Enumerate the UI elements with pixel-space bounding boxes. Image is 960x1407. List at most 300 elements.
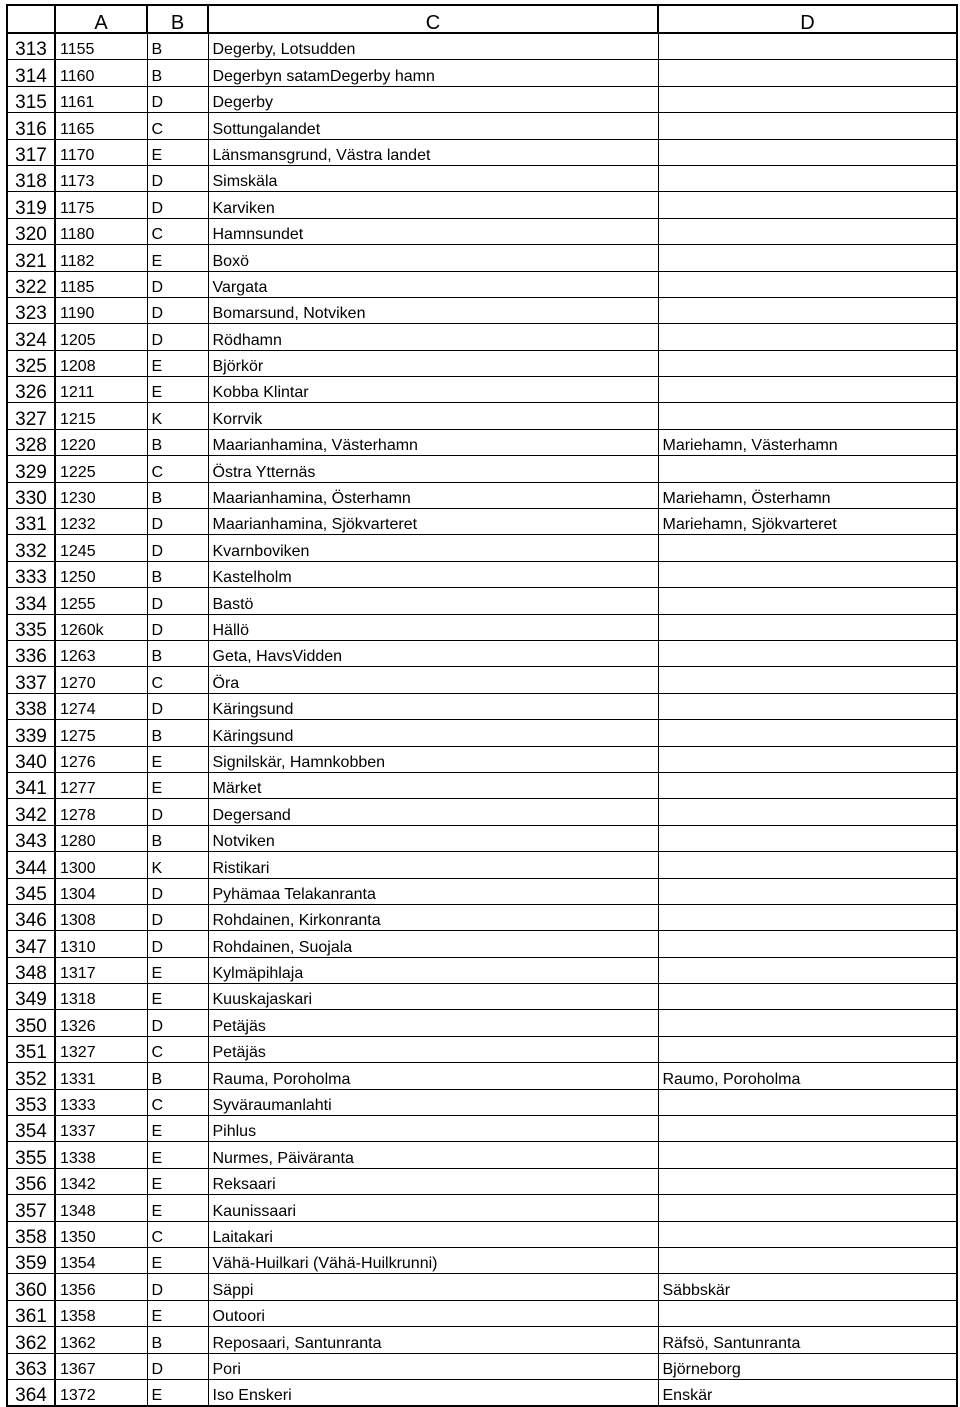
cell-d[interactable] [658, 1116, 957, 1142]
row-number-header[interactable]: 333 [7, 561, 55, 587]
column-header-c[interactable]: C [208, 5, 658, 33]
cell-b[interactable]: D [147, 324, 208, 350]
cell-d[interactable] [658, 1168, 957, 1194]
row-number-header[interactable]: 363 [7, 1353, 55, 1379]
cell-b[interactable]: E [147, 984, 208, 1010]
cell-b[interactable]: D [147, 1274, 208, 1300]
row-number-header[interactable]: 356 [7, 1168, 55, 1194]
row-number-header[interactable]: 326 [7, 377, 55, 403]
cell-c[interactable]: Kvarnboviken [208, 535, 658, 561]
cell-a[interactable]: 1161 [55, 86, 147, 112]
cell-c[interactable]: Rohdainen, Suojala [208, 931, 658, 957]
cell-a[interactable]: 1327 [55, 1036, 147, 1062]
table-row [7, 482, 957, 508]
table-row [7, 192, 957, 218]
cell-c[interactable]: Maarianhamina, Västerhamn [208, 429, 658, 455]
table-row [7, 1327, 957, 1353]
cell-c[interactable]: Notviken [208, 825, 658, 851]
cell-b[interactable]: E [147, 377, 208, 403]
cell-a[interactable]: 1372 [55, 1379, 147, 1406]
table-row [7, 113, 957, 139]
cell-c[interactable]: Degersand [208, 799, 658, 825]
row-number-header[interactable]: 322 [7, 271, 55, 297]
cell-d[interactable] [658, 1036, 957, 1062]
cell-a[interactable]: 1205 [55, 324, 147, 350]
cell-c[interactable]: Länsmansgrund, Västra landet [208, 139, 658, 165]
cell-d[interactable] [658, 1247, 957, 1273]
table-row [7, 931, 957, 957]
cell-a[interactable]: 1337 [55, 1116, 147, 1142]
cell-b[interactable]: E [147, 350, 208, 376]
row-number-header[interactable]: 355 [7, 1142, 55, 1168]
cell-a[interactable]: 1342 [55, 1168, 147, 1194]
table-row [7, 1142, 957, 1168]
cell-d[interactable] [658, 1089, 957, 1115]
cell-a[interactable]: 1263 [55, 640, 147, 666]
cell-d[interactable] [658, 1195, 957, 1221]
cell-a[interactable]: 1354 [55, 1247, 147, 1273]
cell-a[interactable]: 1190 [55, 297, 147, 323]
cell-a[interactable]: 1318 [55, 984, 147, 1010]
cell-a[interactable]: 1208 [55, 350, 147, 376]
cell-a[interactable]: 1348 [55, 1195, 147, 1221]
row-number-header[interactable]: 329 [7, 456, 55, 482]
row-number-header[interactable]: 323 [7, 297, 55, 323]
cell-a[interactable]: 1278 [55, 799, 147, 825]
cell-d[interactable] [658, 113, 957, 139]
cell-c[interactable]: Outoori [208, 1300, 658, 1326]
cell-a[interactable]: 1362 [55, 1327, 147, 1353]
cell-b[interactable]: D [147, 86, 208, 112]
cell-c[interactable]: Reposaari, Santunranta [208, 1327, 658, 1353]
cell-a[interactable]: 1165 [55, 113, 147, 139]
cell-b[interactable]: D [147, 271, 208, 297]
cell-d[interactable] [658, 878, 957, 904]
table-row [7, 86, 957, 112]
cell-c[interactable]: Laitakari [208, 1221, 658, 1247]
cell-c[interactable]: Korrvik [208, 403, 658, 429]
table-row [7, 1195, 957, 1221]
table-row [7, 1300, 957, 1326]
cell-d[interactable]: Mariehamn, Sjökvarteret [658, 509, 957, 535]
cell-b[interactable]: B [147, 825, 208, 851]
table-row [7, 509, 957, 535]
cell-c[interactable]: Syväraumanlahti [208, 1089, 658, 1115]
cell-d[interactable] [658, 297, 957, 323]
cell-a[interactable]: 1182 [55, 245, 147, 271]
cell-a[interactable]: 1170 [55, 139, 147, 165]
cell-a[interactable]: 1367 [55, 1353, 147, 1379]
row-number-header[interactable]: 324 [7, 324, 55, 350]
cell-a[interactable]: 1225 [55, 456, 147, 482]
cell-c[interactable]: Rauma, Poroholma [208, 1063, 658, 1089]
cell-d[interactable] [658, 271, 957, 297]
cell-b[interactable]: D [147, 693, 208, 719]
row-number-header[interactable]: 337 [7, 667, 55, 693]
cell-a[interactable]: 1310 [55, 931, 147, 957]
row-number-header[interactable]: 320 [7, 218, 55, 244]
table-row [7, 799, 957, 825]
row-number-header[interactable]: 343 [7, 825, 55, 851]
table-row [7, 1168, 957, 1194]
cell-d[interactable] [658, 245, 957, 271]
cell-a[interactable]: 1175 [55, 192, 147, 218]
table-row [7, 350, 957, 376]
cell-c[interactable]: Käringsund [208, 693, 658, 719]
cell-a[interactable]: 1358 [55, 1300, 147, 1326]
cell-b[interactable]: D [147, 878, 208, 904]
cell-a[interactable]: 1155 [55, 33, 147, 60]
cell-d[interactable] [658, 218, 957, 244]
cell-b[interactable]: E [147, 139, 208, 165]
cell-d[interactable] [658, 60, 957, 86]
table-row [7, 772, 957, 798]
cell-c[interactable]: Petäjäs [208, 1036, 658, 1062]
cell-a[interactable]: 1245 [55, 535, 147, 561]
cell-b[interactable]: C [147, 113, 208, 139]
row-number-header[interactable]: 352 [7, 1063, 55, 1089]
cell-b[interactable]: B [147, 1063, 208, 1089]
cell-b[interactable]: E [147, 1379, 208, 1406]
row-number-header[interactable]: 318 [7, 165, 55, 191]
cell-b[interactable]: B [147, 1327, 208, 1353]
column-header-b[interactable]: B [147, 5, 208, 33]
cell-c[interactable]: Boxö [208, 245, 658, 271]
row-number-header[interactable]: 349 [7, 984, 55, 1010]
cell-c[interactable]: Maarianhamina, Sjökvarteret [208, 509, 658, 535]
row-number-header[interactable]: 328 [7, 429, 55, 455]
cell-d[interactable] [658, 1010, 957, 1036]
row-number-header[interactable]: 325 [7, 350, 55, 376]
cell-d[interactable] [658, 324, 957, 350]
cell-c[interactable]: Iso Enskeri [208, 1379, 658, 1406]
cell-b[interactable]: C [147, 1221, 208, 1247]
cell-b[interactable]: E [147, 245, 208, 271]
cell-b[interactable]: K [147, 403, 208, 429]
cell-d[interactable] [658, 772, 957, 798]
cell-b[interactable]: E [147, 772, 208, 798]
table-row [7, 297, 957, 323]
row-number-header[interactable]: 321 [7, 245, 55, 271]
cell-b[interactable]: B [147, 640, 208, 666]
cell-d[interactable] [658, 957, 957, 983]
cell-b[interactable]: D [147, 1010, 208, 1036]
cell-c[interactable]: Vargata [208, 271, 658, 297]
cell-b[interactable]: B [147, 60, 208, 86]
cell-c[interactable]: Kuuskajaskari [208, 984, 658, 1010]
row-number-header[interactable]: 353 [7, 1089, 55, 1115]
cell-c[interactable]: Petäjäs [208, 1010, 658, 1036]
cell-a[interactable]: 1317 [55, 957, 147, 983]
cell-a[interactable]: 1215 [55, 403, 147, 429]
select-all-corner[interactable] [7, 5, 55, 33]
cell-b[interactable]: K [147, 852, 208, 878]
row-number-header[interactable]: 357 [7, 1195, 55, 1221]
table-row [7, 1221, 957, 1247]
row-number-header[interactable]: 340 [7, 746, 55, 772]
cell-d[interactable] [658, 667, 957, 693]
cell-c[interactable]: Käringsund [208, 720, 658, 746]
row-number-header[interactable]: 339 [7, 720, 55, 746]
cell-a[interactable]: 1160 [55, 60, 147, 86]
cell-c[interactable]: Hamnsundet [208, 218, 658, 244]
cell-d[interactable] [658, 561, 957, 587]
cell-c[interactable]: Öra [208, 667, 658, 693]
row-number-header[interactable]: 358 [7, 1221, 55, 1247]
cell-c[interactable]: Hällö [208, 614, 658, 640]
row-number-header[interactable]: 351 [7, 1036, 55, 1062]
cell-d[interactable] [658, 165, 957, 191]
cell-b[interactable]: E [147, 1247, 208, 1273]
row-number-header[interactable]: 331 [7, 509, 55, 535]
cell-a[interactable]: 1250 [55, 561, 147, 587]
row-number-header[interactable]: 332 [7, 535, 55, 561]
cell-d[interactable] [658, 746, 957, 772]
table-row [7, 271, 957, 297]
cell-b[interactable]: D [147, 1353, 208, 1379]
cell-d[interactable]: Mariehamn, Västerhamn [658, 429, 957, 455]
cell-b[interactable]: E [147, 957, 208, 983]
row-number-header[interactable]: 364 [7, 1379, 55, 1406]
cell-b[interactable]: D [147, 588, 208, 614]
cell-b[interactable]: D [147, 192, 208, 218]
cell-b[interactable]: D [147, 904, 208, 930]
table-row [7, 640, 957, 666]
cell-c[interactable]: Pyhämaa Telakanranta [208, 878, 658, 904]
cell-d[interactable] [658, 350, 957, 376]
cell-d[interactable] [658, 1142, 957, 1168]
cell-c[interactable]: Degerby, Lotsudden [208, 33, 658, 60]
table-row [7, 984, 957, 1010]
cell-a[interactable]: 1255 [55, 588, 147, 614]
cell-b[interactable]: E [147, 1300, 208, 1326]
row-number-header[interactable]: 348 [7, 957, 55, 983]
cell-b[interactable]: D [147, 509, 208, 535]
row-number-header[interactable]: 359 [7, 1247, 55, 1273]
cell-a[interactable]: 1180 [55, 218, 147, 244]
row-number-header[interactable]: 344 [7, 852, 55, 878]
row-number-header[interactable]: 362 [7, 1327, 55, 1353]
cell-c[interactable]: Simskäla [208, 165, 658, 191]
table-row [7, 324, 957, 350]
cell-a[interactable]: 1232 [55, 509, 147, 535]
cell-d[interactable]: Säbbskär [658, 1274, 957, 1300]
cell-c[interactable]: Kastelholm [208, 561, 658, 587]
cell-b[interactable]: C [147, 1036, 208, 1062]
cell-b[interactable]: D [147, 614, 208, 640]
cell-a[interactable]: 1338 [55, 1142, 147, 1168]
cell-b[interactable]: E [147, 1142, 208, 1168]
cell-d[interactable]: Mariehamn, Österhamn [658, 482, 957, 508]
cell-d[interactable] [658, 904, 957, 930]
table-row [7, 165, 957, 191]
cell-c[interactable]: Nurmes, Päiväranta [208, 1142, 658, 1168]
cell-d[interactable]: Björneborg [658, 1353, 957, 1379]
table-row [7, 852, 957, 878]
row-number-header[interactable]: 313 [7, 33, 55, 60]
cell-c[interactable]: Degerbyn satamDegerby hamn [208, 60, 658, 86]
table-row [7, 218, 957, 244]
cell-a[interactable]: 1333 [55, 1089, 147, 1115]
cell-a[interactable]: 1326 [55, 1010, 147, 1036]
cell-c[interactable]: Märket [208, 772, 658, 798]
table-row [7, 60, 957, 86]
cell-d[interactable] [658, 456, 957, 482]
row-number-header[interactable]: 350 [7, 1010, 55, 1036]
cell-b[interactable]: C [147, 1089, 208, 1115]
table-row [7, 139, 957, 165]
cell-d[interactable] [658, 1300, 957, 1326]
cell-c[interactable]: Geta, HavsVidden [208, 640, 658, 666]
cell-c[interactable]: Vähä-Huilkari (Vähä-Huilkrunni) [208, 1247, 658, 1273]
cell-d[interactable] [658, 33, 957, 60]
cell-d[interactable] [658, 693, 957, 719]
row-number-header[interactable]: 319 [7, 192, 55, 218]
row-number-header[interactable]: 315 [7, 86, 55, 112]
cell-b[interactable]: E [147, 1168, 208, 1194]
table-row [7, 429, 957, 455]
table-row [7, 667, 957, 693]
cell-c[interactable]: Rohdainen, Kirkonranta [208, 904, 658, 930]
cell-d[interactable] [658, 139, 957, 165]
cell-c[interactable]: Signilskär, Hamnkobben [208, 746, 658, 772]
cell-b[interactable]: B [147, 429, 208, 455]
cell-b[interactable]: B [147, 33, 208, 60]
cell-b[interactable]: B [147, 720, 208, 746]
cell-d[interactable] [658, 535, 957, 561]
column-header-d[interactable]: D [658, 5, 957, 33]
cell-c[interactable]: Östra Ytternäs [208, 456, 658, 482]
row-number-header[interactable]: 330 [7, 482, 55, 508]
cell-a[interactable]: 1308 [55, 904, 147, 930]
table-row [7, 1274, 957, 1300]
cell-c[interactable]: Sottungalandet [208, 113, 658, 139]
row-number-header[interactable]: 345 [7, 878, 55, 904]
row-number-header[interactable]: 360 [7, 1274, 55, 1300]
cell-c[interactable]: Rödhamn [208, 324, 658, 350]
row-number-header[interactable]: 346 [7, 904, 55, 930]
row-number-header[interactable]: 354 [7, 1116, 55, 1142]
cell-d[interactable] [658, 852, 957, 878]
column-header-a[interactable]: A [55, 5, 147, 33]
cell-b[interactable]: D [147, 297, 208, 323]
cell-c[interactable]: Kobba Klintar [208, 377, 658, 403]
cell-a[interactable]: 1185 [55, 271, 147, 297]
cell-a[interactable]: 1300 [55, 852, 147, 878]
row-number-header[interactable]: 341 [7, 772, 55, 798]
cell-a[interactable]: 1276 [55, 746, 147, 772]
cell-d[interactable] [658, 1221, 957, 1247]
cell-a[interactable]: 1274 [55, 693, 147, 719]
cell-b[interactable]: C [147, 456, 208, 482]
cell-a[interactable]: 1173 [55, 165, 147, 191]
cell-b[interactable]: D [147, 931, 208, 957]
table-row [7, 878, 957, 904]
cell-b[interactable]: C [147, 667, 208, 693]
cell-b[interactable]: B [147, 482, 208, 508]
cell-a[interactable]: 1211 [55, 377, 147, 403]
cell-b[interactable]: D [147, 165, 208, 191]
cell-c[interactable]: Bomarsund, Notviken [208, 297, 658, 323]
cell-b[interactable]: D [147, 799, 208, 825]
cell-c[interactable]: Pihlus [208, 1116, 658, 1142]
row-number-header[interactable]: 342 [7, 799, 55, 825]
cell-a[interactable]: 1277 [55, 772, 147, 798]
cell-d[interactable] [658, 192, 957, 218]
cell-d[interactable] [658, 799, 957, 825]
row-number-header[interactable]: 338 [7, 693, 55, 719]
cell-c[interactable]: Kylmäpihlaja [208, 957, 658, 983]
cell-d[interactable] [658, 377, 957, 403]
row-number-header[interactable]: 361 [7, 1300, 55, 1326]
cell-d[interactable] [658, 403, 957, 429]
row-number-header[interactable]: 314 [7, 60, 55, 86]
row-number-header[interactable]: 316 [7, 113, 55, 139]
row-number-header[interactable]: 317 [7, 139, 55, 165]
cell-c[interactable]: Pori [208, 1353, 658, 1379]
cell-b[interactable]: E [147, 1195, 208, 1221]
cell-a[interactable]: 1350 [55, 1221, 147, 1247]
cell-c[interactable]: Degerby [208, 86, 658, 112]
cell-a[interactable]: 1331 [55, 1063, 147, 1089]
column-header-row [7, 5, 957, 33]
cell-d[interactable] [658, 984, 957, 1010]
cell-a[interactable]: 1280 [55, 825, 147, 851]
cell-b[interactable]: B [147, 561, 208, 587]
row-number-header[interactable]: 327 [7, 403, 55, 429]
cell-a[interactable]: 1356 [55, 1274, 147, 1300]
table-row [7, 456, 957, 482]
cell-a[interactable]: 1275 [55, 720, 147, 746]
cell-d[interactable] [658, 588, 957, 614]
table-row [7, 825, 957, 851]
cell-b[interactable]: E [147, 1116, 208, 1142]
cell-c[interactable]: Säppi [208, 1274, 658, 1300]
cell-d[interactable]: Raumo, Poroholma [658, 1063, 957, 1089]
cell-d[interactable]: Räfsö, Santunranta [658, 1327, 957, 1353]
table-row [7, 535, 957, 561]
cell-b[interactable]: E [147, 746, 208, 772]
table-row [7, 1089, 957, 1115]
cell-a[interactable]: 1220 [55, 429, 147, 455]
cell-b[interactable]: C [147, 218, 208, 244]
cell-d[interactable] [658, 614, 957, 640]
cell-c[interactable]: Maarianhamina, Österhamn [208, 482, 658, 508]
cell-c[interactable]: Reksaari [208, 1168, 658, 1194]
cell-d[interactable]: Enskär [658, 1379, 957, 1406]
cell-a[interactable]: 1230 [55, 482, 147, 508]
cell-c[interactable]: Ristikari [208, 852, 658, 878]
row-number-header[interactable]: 335 [7, 614, 55, 640]
spreadsheet-grid [6, 4, 958, 1407]
cell-c[interactable]: Björkör [208, 350, 658, 376]
cell-c[interactable]: Kaunissaari [208, 1195, 658, 1221]
cell-b[interactable]: D [147, 535, 208, 561]
cell-d[interactable] [658, 720, 957, 746]
cell-d[interactable] [658, 640, 957, 666]
row-number-header[interactable]: 334 [7, 588, 55, 614]
cell-c[interactable]: Bastö [208, 588, 658, 614]
cell-c[interactable]: Karviken [208, 192, 658, 218]
row-number-header[interactable]: 336 [7, 640, 55, 666]
cell-d[interactable] [658, 86, 957, 112]
row-number-header[interactable]: 347 [7, 931, 55, 957]
cell-a[interactable]: 1304 [55, 878, 147, 904]
cell-d[interactable] [658, 931, 957, 957]
cell-a[interactable]: 1260k [55, 614, 147, 640]
cell-d[interactable] [658, 825, 957, 851]
cell-a[interactable]: 1270 [55, 667, 147, 693]
